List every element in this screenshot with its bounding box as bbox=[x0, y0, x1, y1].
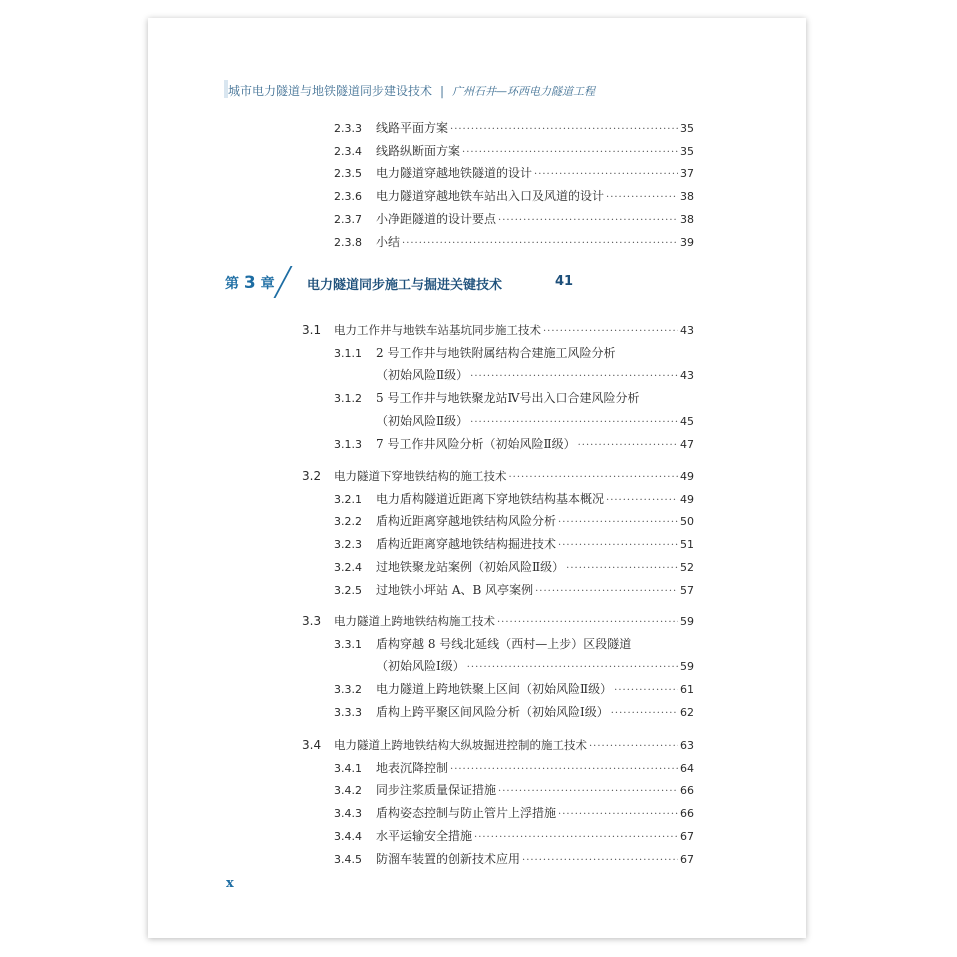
toc-entry-page: 35 bbox=[680, 144, 694, 158]
toc-entry-page: 45 bbox=[680, 414, 694, 428]
chapter-suffix: 章 bbox=[260, 276, 275, 292]
toc-entry-page: 61 bbox=[680, 683, 694, 697]
toc-entry-title: 过地铁聚龙站案例（初始风险Ⅱ级） bbox=[376, 559, 565, 574]
chapter-title: 电力隧道同步施工与掘进关键技术 bbox=[307, 278, 503, 293]
dot-leader bbox=[611, 706, 678, 722]
toc-entry-page: 38 bbox=[680, 190, 694, 204]
toc-entry-number: 2.3.5 bbox=[334, 167, 362, 181]
toc-entry-number: 3.1.2 bbox=[334, 392, 362, 406]
toc-entry bbox=[334, 828, 694, 846]
toc-entry-title: 同步注浆质量保证措施 bbox=[376, 783, 497, 798]
toc-entry bbox=[334, 704, 694, 722]
dot-leader bbox=[450, 762, 678, 778]
toc-entry-number: 3.3 bbox=[302, 614, 322, 628]
toc-entry-number: 3.2.3 bbox=[334, 538, 362, 552]
dot-leader bbox=[462, 145, 678, 161]
toc-entry bbox=[334, 120, 694, 138]
toc-entry-number: 3.4.3 bbox=[334, 807, 362, 821]
dot-leader bbox=[450, 122, 678, 138]
toc-entry-title: 小净距隧道的设计要点 bbox=[376, 211, 497, 226]
toc-entry-title: （初始风险Ⅰ级） bbox=[376, 659, 465, 674]
toc-entry-title: 小结 bbox=[376, 234, 401, 249]
toc-section bbox=[302, 613, 694, 631]
dot-leader bbox=[402, 236, 678, 252]
toc-entry-title: 电力隧道穿越地铁车站出入口及风道的设计 bbox=[376, 189, 605, 204]
chapter-label bbox=[225, 273, 275, 293]
toc-entry-number: 3.4.2 bbox=[334, 784, 362, 798]
toc-entry-number: 3.3.2 bbox=[334, 683, 362, 697]
toc-entry bbox=[334, 234, 694, 252]
book-subtitle: 广州石井—环西电力隧道工程 bbox=[452, 85, 596, 98]
dot-leader bbox=[497, 615, 678, 631]
toc-entry-number: 3.2 bbox=[302, 469, 322, 483]
toc-entry-title: 电力隧道下穿地铁结构的施工技术 bbox=[334, 469, 507, 483]
toc-section bbox=[302, 468, 694, 486]
toc-entry-title: 盾构上跨平聚区间风险分析（初始风险Ⅰ级） bbox=[376, 704, 609, 719]
toc-entry-continuation bbox=[334, 367, 694, 385]
dot-leader bbox=[474, 830, 678, 846]
toc-entry-title: 电力盾构隧道近距离下穿地铁结构基本概况 bbox=[376, 491, 605, 506]
toc-entry-title: 电力隧道上跨地铁结构大纵坡掘进控制的施工技术 bbox=[334, 738, 587, 752]
toc-entry-number: 3.2.4 bbox=[334, 560, 362, 574]
toc-entry-title: 5 号工作井与地铁聚龙站Ⅳ号出入口合建风险分析 bbox=[376, 391, 640, 406]
toc-entry-number: 3.1 bbox=[302, 323, 322, 337]
toc-entry bbox=[334, 582, 694, 600]
toc-entry bbox=[334, 188, 694, 206]
toc-entry-title: 7 号工作井风险分析（初始风险Ⅱ级） bbox=[376, 436, 576, 451]
toc-entry-page: 66 bbox=[680, 784, 694, 798]
toc-entry-page: 37 bbox=[680, 167, 694, 181]
toc-entry-number: 3.4 bbox=[302, 738, 322, 752]
toc-entry-number: 2.3.3 bbox=[334, 122, 362, 135]
toc-entry-page: 62 bbox=[680, 705, 694, 719]
toc-entry-title: 防溜车装置的创新技术应用 bbox=[376, 851, 521, 866]
toc-entry-page: 59 bbox=[680, 615, 694, 628]
toc-entry-title: 盾构姿态控制与防止管片上浮措施 bbox=[376, 806, 557, 821]
toc-entry-page: 64 bbox=[680, 761, 694, 775]
toc-entry bbox=[334, 559, 694, 577]
toc-entry-page: 59 bbox=[680, 660, 694, 674]
toc-entry bbox=[334, 851, 694, 869]
toc-entry-page: 43 bbox=[680, 369, 694, 383]
toc-entry-number: 2.3.4 bbox=[334, 144, 362, 158]
toc-entry-title: 电力隧道上跨地铁结构施工技术 bbox=[334, 614, 495, 628]
toc-entry-title: 水平运输安全措施 bbox=[376, 828, 473, 843]
toc-entry bbox=[334, 390, 694, 407]
toc-entry bbox=[334, 782, 694, 800]
toc-entry-number: 2.3.7 bbox=[334, 212, 362, 226]
toc-entry-page: 66 bbox=[680, 807, 694, 821]
dot-leader bbox=[614, 683, 678, 699]
toc-entry-number: 3.4.4 bbox=[334, 829, 362, 843]
dot-leader bbox=[534, 167, 678, 183]
toc-entry-page: 47 bbox=[680, 437, 694, 451]
toc-entry-number: 3.1.3 bbox=[334, 437, 362, 451]
toc-entry-page: 67 bbox=[680, 852, 694, 866]
toc-entry bbox=[334, 513, 694, 531]
dot-leader bbox=[522, 853, 678, 869]
toc-entry-continuation bbox=[334, 658, 694, 676]
toc-entry bbox=[334, 345, 694, 362]
toc-section bbox=[302, 322, 694, 340]
toc-entry-title: 过地铁小坪站 A、B 风亭案例 bbox=[376, 582, 534, 597]
toc-entry-number: 3.3.3 bbox=[334, 705, 362, 719]
toc-entry bbox=[334, 436, 694, 454]
toc-entry-title: 电力隧道穿越地铁隧道的设计 bbox=[376, 166, 533, 181]
chapter-prefix: 第 bbox=[225, 276, 239, 292]
toc-entry bbox=[334, 536, 694, 554]
chapter-page: 41 bbox=[555, 274, 574, 289]
toc-entry-title: 2 号工作井与地铁附属结构合建施工风险分析 bbox=[376, 345, 616, 360]
dot-leader bbox=[558, 538, 678, 554]
dot-leader bbox=[535, 584, 678, 600]
toc-entry-number: 3.2.1 bbox=[334, 492, 362, 506]
header-separator: | bbox=[440, 84, 445, 98]
toc-entry-title: 电力隧道上跨地铁聚上区间（初始风险Ⅱ级） bbox=[376, 682, 613, 697]
running-header bbox=[228, 82, 595, 99]
dot-leader bbox=[498, 213, 678, 229]
toc-entry-page: 38 bbox=[680, 212, 694, 226]
dot-leader bbox=[498, 784, 678, 800]
toc-entry-page: 35 bbox=[680, 122, 694, 135]
toc-entry bbox=[334, 165, 694, 183]
toc-entry-page: 63 bbox=[680, 739, 694, 752]
toc-entry bbox=[334, 636, 694, 653]
toc-entry-title: 盾构穿越 8 号线北延线（西村—上步）区段隧道 bbox=[376, 636, 632, 651]
chapter-number: 3 bbox=[243, 273, 256, 293]
toc-entry-page: 50 bbox=[680, 515, 694, 529]
dot-leader bbox=[558, 515, 678, 531]
dot-leader bbox=[606, 493, 678, 509]
dot-leader bbox=[566, 561, 678, 577]
toc-entry-title: （初始风险Ⅱ级） bbox=[376, 413, 469, 428]
dot-leader bbox=[509, 470, 679, 486]
toc-entry-continuation bbox=[334, 413, 694, 431]
toc-entry bbox=[334, 681, 694, 699]
toc-entry bbox=[334, 491, 694, 509]
toc-entry-title: 盾构近距离穿越地铁结构风险分析 bbox=[376, 514, 557, 529]
dot-leader bbox=[470, 369, 678, 385]
toc-entry-number: 3.3.1 bbox=[334, 637, 362, 651]
toc-entry bbox=[334, 211, 694, 229]
toc-entry-title: 电力工作井与地铁车站基坑同步施工技术 bbox=[334, 323, 541, 337]
toc-entry bbox=[334, 805, 694, 823]
toc-section bbox=[302, 737, 694, 755]
toc-entry-title: 线路平面方案 bbox=[376, 121, 449, 135]
toc-entry-title: 盾构近距离穿越地铁结构掘进技术 bbox=[376, 537, 557, 552]
toc-entry-page: 43 bbox=[680, 324, 694, 337]
page-folio: x bbox=[226, 876, 234, 891]
toc-entry-page: 49 bbox=[680, 492, 694, 506]
dot-leader bbox=[606, 190, 678, 206]
book-title: 城市电力隧道与地铁隧道同步建设技术 bbox=[228, 84, 433, 98]
toc-entry-page: 51 bbox=[680, 538, 694, 552]
toc-entry-number: 3.2.2 bbox=[334, 515, 362, 529]
toc-entry-number: 2.3.8 bbox=[334, 235, 362, 249]
dot-leader bbox=[589, 739, 678, 755]
toc-entry-page: 49 bbox=[680, 470, 694, 483]
toc-entry-number: 3.2.5 bbox=[334, 583, 362, 597]
dot-leader bbox=[578, 438, 678, 454]
toc-entry-page: 67 bbox=[680, 829, 694, 843]
dot-leader bbox=[467, 660, 678, 676]
dot-leader bbox=[470, 415, 678, 431]
toc-entry-number: 3.4.5 bbox=[334, 852, 362, 866]
toc-entry bbox=[334, 143, 694, 161]
toc-entry-page: 57 bbox=[680, 583, 694, 597]
toc-entry-number: 3.4.1 bbox=[334, 761, 362, 775]
toc-entry-title: 线路纵断面方案 bbox=[376, 143, 461, 158]
toc-entry-title: 地表沉降控制 bbox=[376, 760, 449, 775]
toc-entry-number: 3.1.1 bbox=[334, 346, 362, 360]
toc-entry bbox=[334, 760, 694, 778]
dot-leader bbox=[543, 324, 678, 340]
dot-leader bbox=[558, 807, 678, 823]
toc-entry-page: 52 bbox=[680, 560, 694, 574]
toc-entry-page: 39 bbox=[680, 235, 694, 249]
toc-entry-number: 2.3.6 bbox=[334, 190, 362, 204]
toc-entry-title: （初始风险Ⅱ级） bbox=[376, 368, 469, 383]
